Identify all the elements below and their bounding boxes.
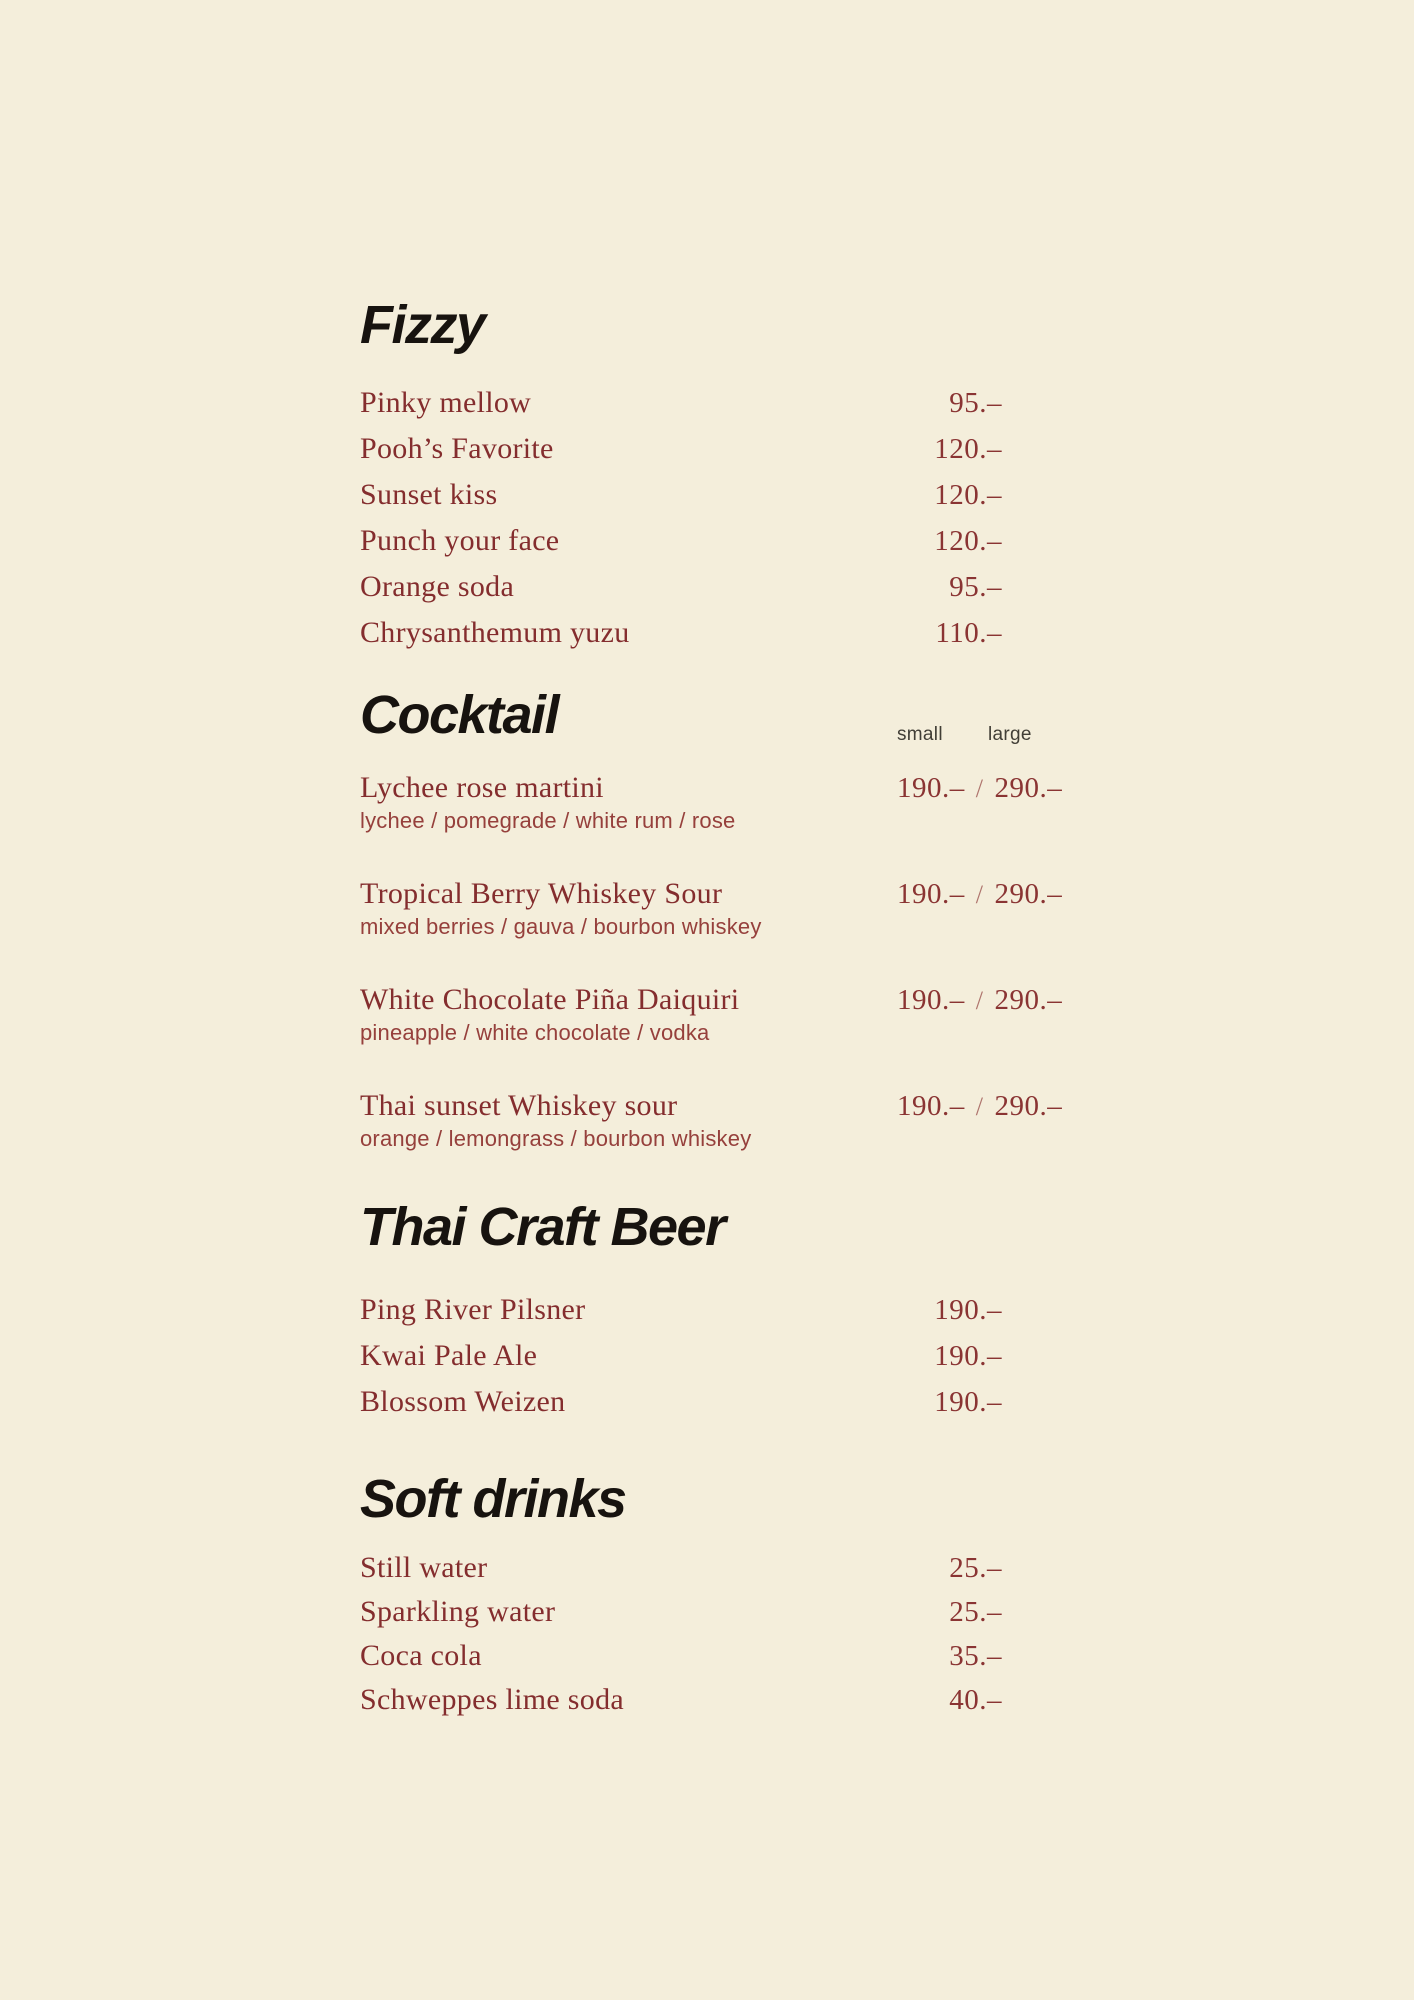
price-separator: / [975,774,984,803]
menu-item-row [360,982,1063,1048]
item-price: 190.– [934,1386,1002,1418]
item-price: 190.– [934,1340,1002,1372]
item-description: lychee / pomegrade / white rum / rose [360,808,736,833]
section-heading-cocktail: Cocktail [360,685,559,745]
section-cocktail [360,685,1063,1154]
item-price: 120.– [934,479,1002,511]
menu-item-row [360,1088,1063,1154]
item-list [360,1287,1002,1425]
item-price: 40.– [949,1684,1002,1716]
item-name: White Chocolate Piña Daiquiri [360,983,740,1016]
item-name: Pooh’s Favorite [360,432,554,465]
item-price: 110.– [935,617,1002,649]
item-prices [897,880,1062,909]
item-description: mixed berries / gauva / bourbon whiskey [360,914,762,939]
menu-item-row [360,564,1002,610]
menu-item-row [360,472,1002,518]
menu-item-row [360,610,1002,656]
section-heading-soft-drinks: Soft drinks [360,1469,626,1529]
item-name: Blossom Weizen [360,1385,566,1418]
menu-item-row [360,380,1002,426]
item-price: 35.– [949,1640,1002,1672]
section-soft-drinks [360,1469,1002,1722]
item-price-small: 190.– [897,1090,965,1122]
section-heading-fizzy: Fizzy [360,295,485,355]
item-name: Tropical Berry Whiskey Sour [360,877,723,910]
item-name: Thai sunset Whiskey sour [360,1089,678,1122]
item-price-small: 190.– [897,984,965,1016]
item-prices [897,774,1062,803]
item-name: Lychee rose martini [360,771,604,804]
item-name: Sunset kiss [360,478,498,511]
menu-item-row [360,518,1002,564]
item-name: Pinky mellow [360,386,532,419]
item-name: Kwai Pale Ale [360,1339,538,1372]
item-name: Sparkling water [360,1595,556,1628]
item-name: Ping River Pilsner [360,1293,586,1326]
menu-content [360,295,1063,1722]
section-thai-craft-beer [360,1197,1002,1425]
menu-item-row [360,1287,1002,1333]
item-list [360,1546,1002,1722]
size-label-large: large [988,724,1032,745]
item-name: Coca cola [360,1639,482,1672]
menu-item-row [360,1333,1002,1379]
item-price-large: 290.– [994,878,1063,910]
item-price: 95.– [949,387,1002,419]
item-prices [897,1092,1062,1121]
item-price-large: 290.– [994,1090,1063,1122]
item-price-small: 190.– [897,878,965,910]
menu-item-row [360,426,1002,472]
section-header [360,1197,1002,1257]
section-header [360,1469,1002,1529]
item-list [360,380,1002,656]
item-name: Chrysanthemum yuzu [360,616,630,649]
menu-item-row [360,1546,1002,1590]
menu-item-row [360,1634,1002,1678]
section-fizzy [360,295,1002,656]
item-price-large: 290.– [994,772,1063,804]
item-price: 120.– [934,433,1002,465]
size-label-small: small [897,724,943,745]
section-header [360,295,1002,355]
menu-item-row [360,876,1063,942]
price-separator: / [975,1092,984,1121]
item-name: Orange soda [360,570,515,603]
item-name: Punch your face [360,524,560,557]
item-price: 95.– [949,571,1002,603]
price-separator: / [975,880,984,909]
menu-item-row [360,1590,1002,1634]
price-separator: / [975,986,984,1015]
menu-item-row [360,1678,1002,1722]
item-name: Still water [360,1551,488,1584]
menu-item-row [360,770,1063,836]
section-heading-thai-craft-beer: Thai Craft Beer [360,1197,725,1257]
item-price: 190.– [934,1294,1002,1326]
item-price: 25.– [949,1596,1002,1628]
item-price: 120.– [934,525,1002,557]
item-price-small: 190.– [897,772,965,804]
item-price-large: 290.– [994,984,1063,1016]
item-description: orange / lemongrass / bourbon whiskey [360,1126,752,1151]
item-prices [897,986,1062,1015]
item-name: Schweppes lime soda [360,1683,624,1716]
menu-item-row [360,1379,1002,1425]
item-description: pineapple / white chocolate / vodka [360,1020,710,1045]
section-header [360,685,1032,745]
item-price: 25.– [949,1552,1002,1584]
